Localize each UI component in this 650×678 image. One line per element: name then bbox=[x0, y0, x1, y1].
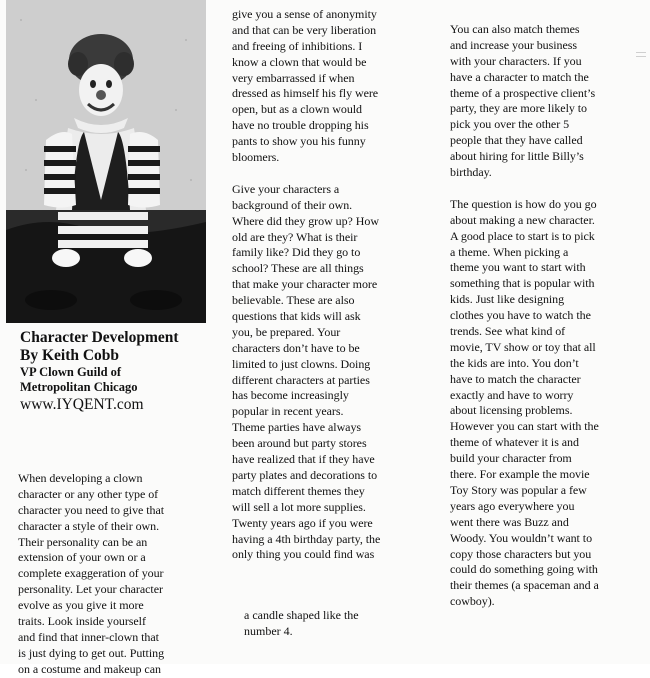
website-link[interactable]: www.IYQENT.com bbox=[20, 396, 144, 413]
text-line: went there was Buzz and bbox=[450, 514, 569, 529]
text-line: have realized that if they have bbox=[232, 452, 375, 467]
text-line: kids. Just like designing bbox=[450, 292, 565, 307]
text-line: will sell a lot more supplies. bbox=[232, 499, 366, 514]
text-line: Twenty years ago if you were bbox=[232, 515, 373, 530]
text-line: extension of your own or a bbox=[18, 550, 146, 565]
column-3 bbox=[450, 22, 599, 610]
text-line: The question is how do you go bbox=[450, 196, 597, 211]
text-line: different characters at parties bbox=[232, 372, 370, 387]
text-line: exactly and have to worry bbox=[450, 387, 574, 402]
text-line: When developing a clown bbox=[18, 471, 143, 485]
text-line: theme of a prospective client’s bbox=[450, 85, 596, 100]
text-line: limited to just clowns. Doing bbox=[232, 356, 371, 371]
author-affiliation-line-2: Metropolitan Chicago bbox=[20, 380, 138, 394]
text-line: old are they? What is their bbox=[232, 229, 358, 244]
text-line: number 4. bbox=[244, 623, 293, 638]
paragraph-gap bbox=[450, 181, 599, 197]
text-line: believable. These are also bbox=[232, 293, 355, 308]
text-line: personality. Let your character bbox=[18, 582, 163, 597]
text-line: traits. Look inside yourself bbox=[18, 614, 146, 629]
article-title: Character Development bbox=[20, 329, 179, 346]
text-line: their themes (a spaceman and a bbox=[450, 578, 599, 593]
text-line: theme of whatever it is and bbox=[450, 435, 579, 450]
text-line: years ago everywhere you bbox=[450, 498, 575, 513]
text-line: However you can start with the bbox=[450, 419, 599, 434]
text-line: with your characters. If you bbox=[450, 53, 582, 68]
text-line: and find that inner-clown that bbox=[18, 629, 159, 644]
article-heading bbox=[20, 329, 220, 414]
text-line: character a style of their own. bbox=[18, 518, 160, 533]
text-line: questions that kids will ask bbox=[232, 309, 361, 324]
text-line: has become increasingly bbox=[232, 388, 349, 403]
text-line: character or any other type of bbox=[18, 486, 159, 501]
text-line: evolve as you give it more bbox=[18, 598, 144, 613]
text-line: is just dying to get out. Putting bbox=[18, 645, 165, 660]
text-line: on a costume and makeup can bbox=[18, 661, 161, 676]
text-line: match different themes they bbox=[232, 483, 365, 498]
text-line: there. For example the movie bbox=[450, 467, 590, 482]
text-line: bloomers. bbox=[232, 150, 280, 165]
text-line: clothes you have to watch the bbox=[450, 308, 591, 323]
text-line: have no trouble dropping his bbox=[232, 118, 369, 133]
text-line: copy those characters but you bbox=[450, 546, 592, 561]
text-line: theme you want to start with bbox=[450, 260, 586, 275]
text-line: Theme parties have always bbox=[232, 420, 362, 435]
paragraph-gap bbox=[232, 166, 380, 182]
text-line: and increase your business bbox=[450, 37, 577, 52]
text-line: party, they are more likely to bbox=[450, 101, 588, 116]
text-line: background of their own. bbox=[232, 197, 353, 212]
text-line: very embarrassed if when bbox=[232, 70, 355, 85]
text-line: characters don’t have to be bbox=[232, 340, 360, 355]
text-line: the kids are into. You don’t bbox=[450, 355, 579, 370]
clown-photo bbox=[6, 0, 206, 323]
text-line: school? These are all things bbox=[232, 261, 364, 276]
text-line: about licensing problems. bbox=[450, 403, 573, 418]
text-line: have a character to match the bbox=[450, 69, 589, 84]
text-line: character you need to give that bbox=[18, 502, 165, 517]
text-line: birthday. bbox=[450, 165, 492, 180]
text-line: a candle shaped like the bbox=[244, 608, 359, 622]
text-line: Toy Story was popular a few bbox=[450, 482, 587, 497]
scan-mark bbox=[636, 52, 646, 53]
article-byline: By Keith Cobb bbox=[20, 347, 120, 364]
text-line: about hiring for little Billy’s bbox=[450, 149, 584, 164]
text-line: about making a new character. bbox=[450, 212, 595, 227]
text-line: give you a sense of anonymity bbox=[232, 7, 377, 21]
author-affiliation-line-1: VP Clown Guild of bbox=[20, 365, 122, 379]
text-line: cowboy). bbox=[450, 594, 495, 609]
clown-photo-icon bbox=[6, 0, 206, 323]
text-line: could do something going with bbox=[450, 562, 598, 577]
text-line: Give your characters a bbox=[232, 181, 340, 196]
text-line: that make your character more bbox=[232, 277, 378, 292]
text-line: Woody. You wouldn’t want to bbox=[450, 530, 593, 545]
text-line: and freeing of inhibitions. I bbox=[232, 38, 363, 53]
text-line: family like? Did they go to bbox=[232, 245, 361, 260]
text-line: having a 4th birthday party, the bbox=[232, 531, 381, 546]
text-line: popular in recent years. bbox=[232, 404, 344, 419]
text-line: movie, TV show or toy that all bbox=[450, 339, 596, 354]
text-line: something that is popular with bbox=[450, 276, 595, 291]
text-line: you, be prepared. Your bbox=[232, 324, 341, 339]
text-line: Their personality can be an bbox=[18, 534, 148, 549]
text-line: build your character from bbox=[450, 451, 572, 466]
text-line: trends. See what kind of bbox=[450, 324, 566, 339]
text-line: dressed as himself his fly were bbox=[232, 86, 379, 101]
scan-mark bbox=[636, 56, 646, 57]
text-line: pick you over the other 5 bbox=[450, 117, 570, 132]
text-line: and that can be very liberation bbox=[232, 22, 377, 37]
text-line: A good place to start is to pick bbox=[450, 228, 595, 243]
column-2 bbox=[232, 7, 380, 563]
text-line: know a clown that would be bbox=[232, 54, 367, 69]
text-line: party plates and decorations to bbox=[232, 467, 378, 482]
text-line: Where did they grow up? How bbox=[232, 213, 379, 228]
text-line: a theme. When picking a bbox=[450, 244, 569, 259]
column-1 bbox=[18, 471, 164, 678]
text-line: have to match the character bbox=[450, 371, 581, 386]
text-line: people that they have called bbox=[450, 133, 583, 148]
text-line: You can also match themes bbox=[450, 22, 580, 36]
text-line: pants to show you his funny bbox=[232, 134, 366, 149]
text-line: been around but party stores bbox=[232, 436, 367, 451]
text-line: open, but as a clown would bbox=[232, 102, 363, 117]
text-line: only thing you could find was bbox=[232, 547, 375, 562]
text-line: complete exaggeration of your bbox=[18, 566, 164, 581]
column-2-tail bbox=[244, 608, 359, 640]
